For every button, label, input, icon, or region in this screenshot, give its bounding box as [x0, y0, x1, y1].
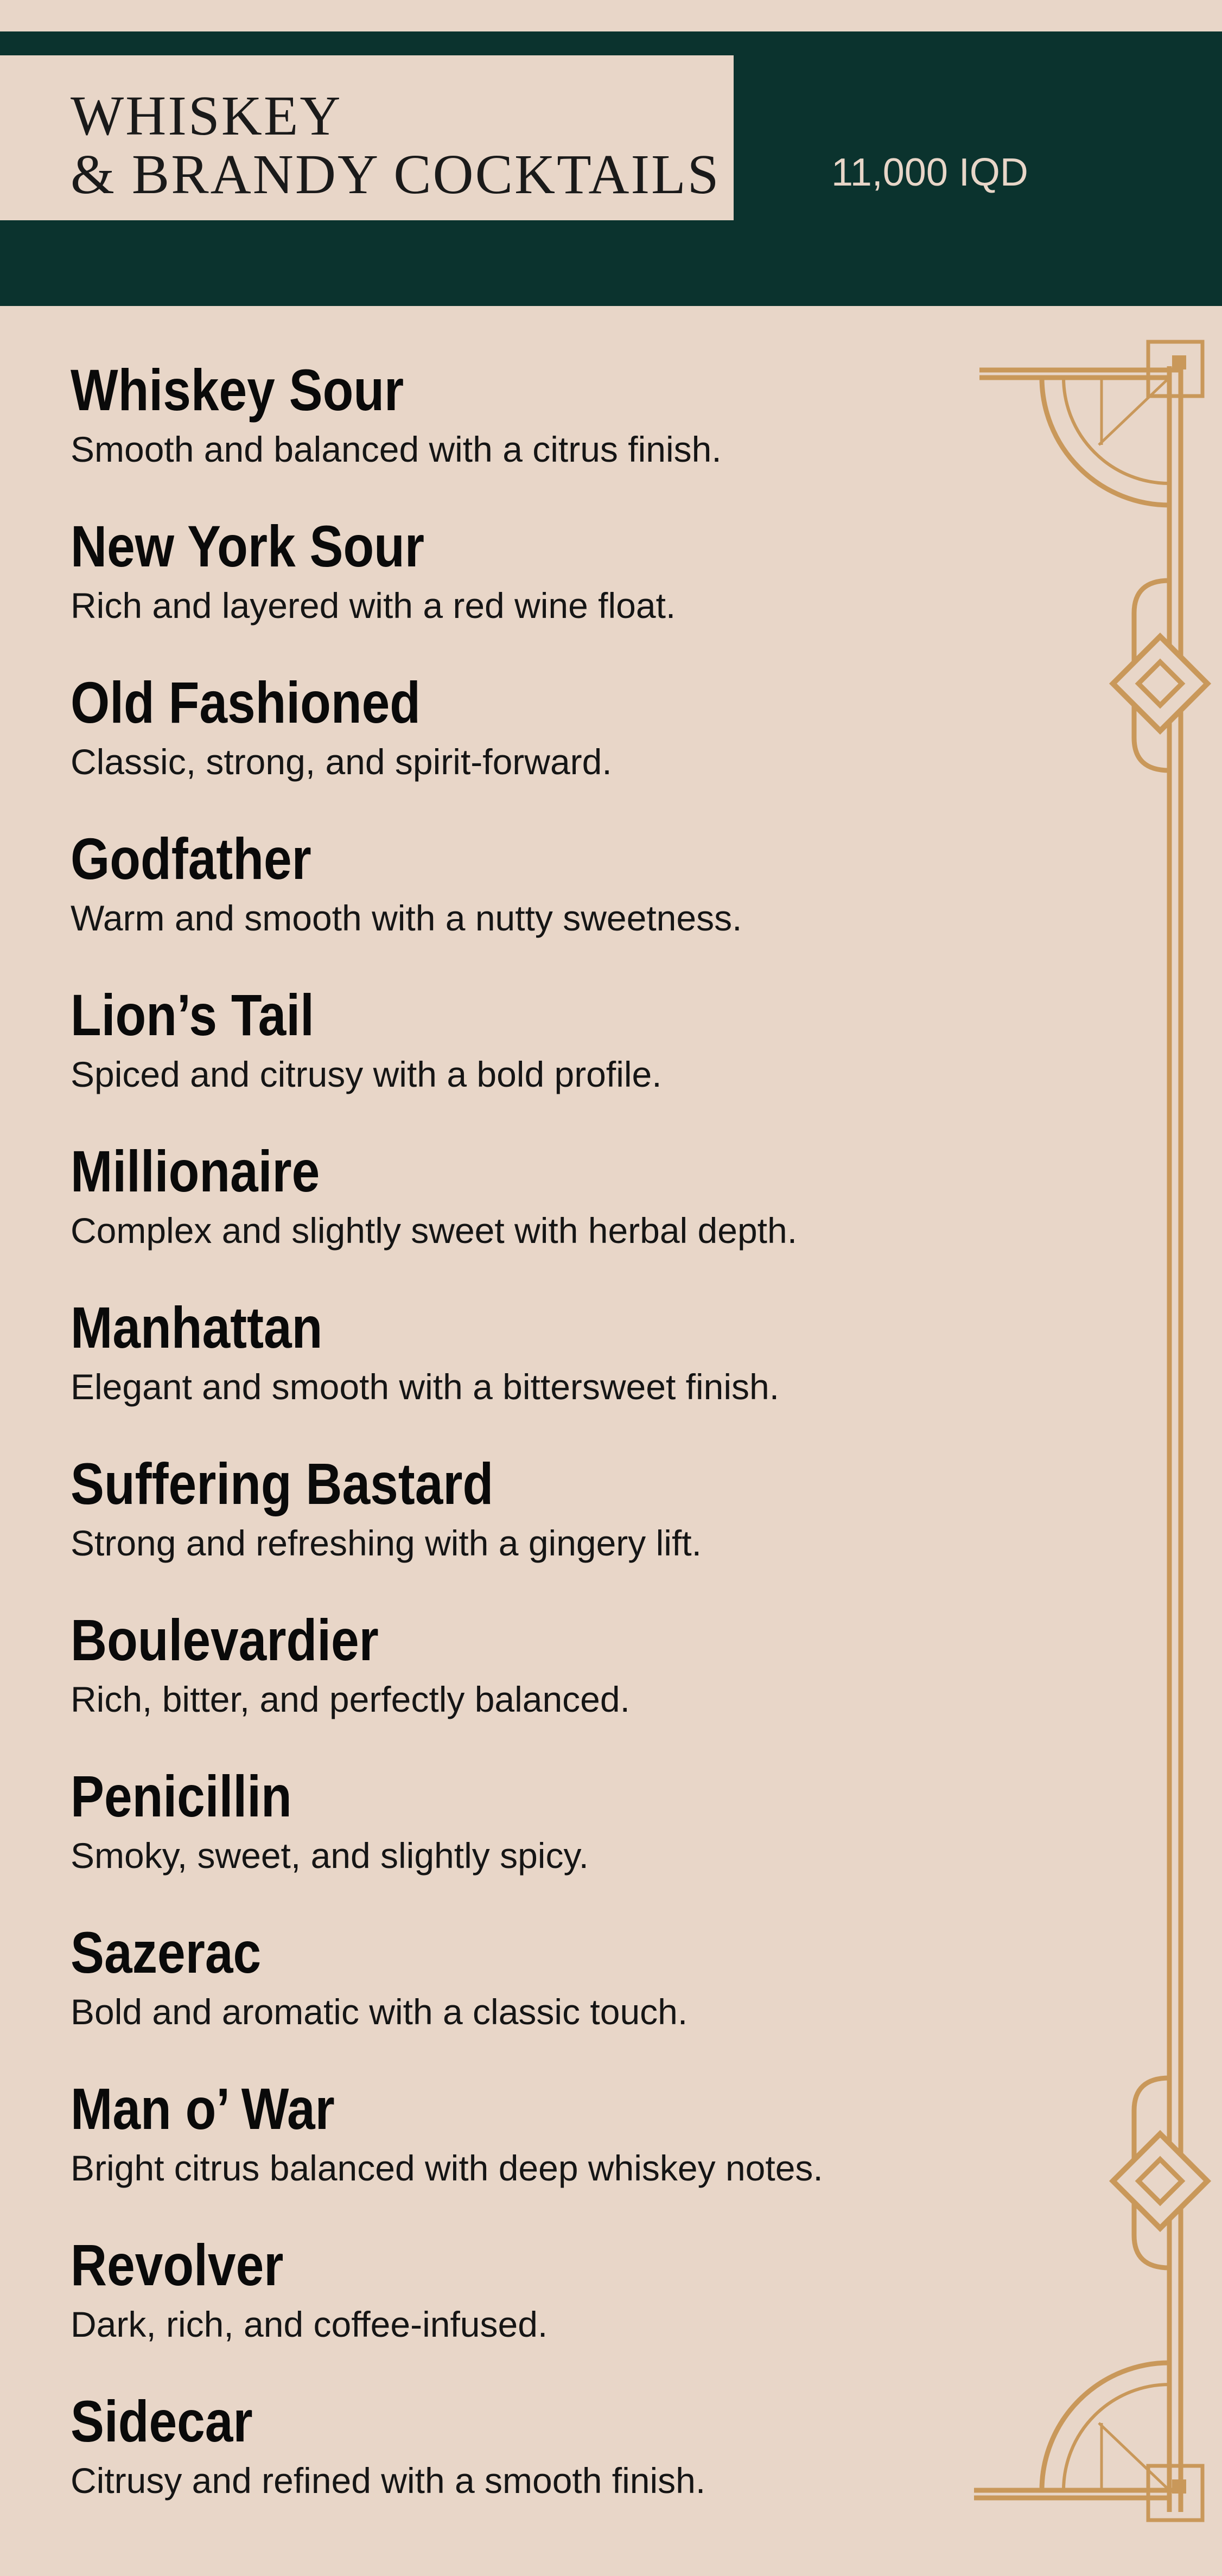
item-name: Sidecar [71, 2388, 253, 2454]
item-name: Manhattan [71, 1295, 323, 1360]
menu-title-line-2: & BRANDY COCKTAILS [71, 143, 721, 206]
art-deco-border-icon [966, 326, 1215, 2550]
item-name: Man o’ War [71, 2076, 335, 2141]
item-name: Godfather [71, 826, 311, 891]
item-description: Dark, rich, and coffee-infused. [71, 2304, 548, 2344]
item-description: Smoky, sweet, and slightly spicy. [71, 1835, 589, 1876]
item-description: Elegant and smooth with a bittersweet finish. [71, 1367, 780, 1407]
item-name: Whiskey Sour [71, 357, 404, 423]
item-name: Old Fashioned [71, 669, 421, 735]
item-description: Spiced and citrusy with a bold profile. [71, 1054, 662, 1094]
item-name: Suffering Bastard [71, 1451, 494, 1516]
item-name: Penicillin [71, 1763, 292, 1829]
item-description: Bold and aromatic with a classic touch. [71, 1992, 688, 2032]
item-description: Warm and smooth with a nutty sweetness. [71, 898, 742, 938]
item-name: Lion’s Tail [71, 982, 314, 1048]
item-description: Rich and layered with a red wine float. [71, 585, 676, 626]
title-box [0, 55, 734, 220]
item-description: Classic, strong, and spirit-forward. [71, 742, 612, 782]
item-description: Strong and refreshing with a gingery lift. [71, 1523, 702, 1563]
item-name: Boulevardier [71, 1607, 379, 1673]
item-name: Millionaire [71, 1138, 320, 1204]
menu-title-line-1: WHISKEY [71, 85, 342, 147]
item-name: Revolver [71, 2232, 284, 2298]
item-name: Sazerac [71, 1920, 262, 1985]
item-description: Rich, bitter, and perfectly balanced. [71, 1679, 630, 1719]
item-description: Smooth and balanced with a citrus finish. [71, 429, 722, 469]
item-description: Complex and slightly sweet with herbal depth. [71, 1210, 798, 1251]
item-description: Citrusy and refined with a smooth finish. [71, 2460, 706, 2501]
item-name: New York Sour [71, 513, 425, 579]
item-description: Bright citrus balanced with deep whiskey notes. [71, 2148, 823, 2188]
price-label: 11,000 IQD [831, 151, 1028, 194]
